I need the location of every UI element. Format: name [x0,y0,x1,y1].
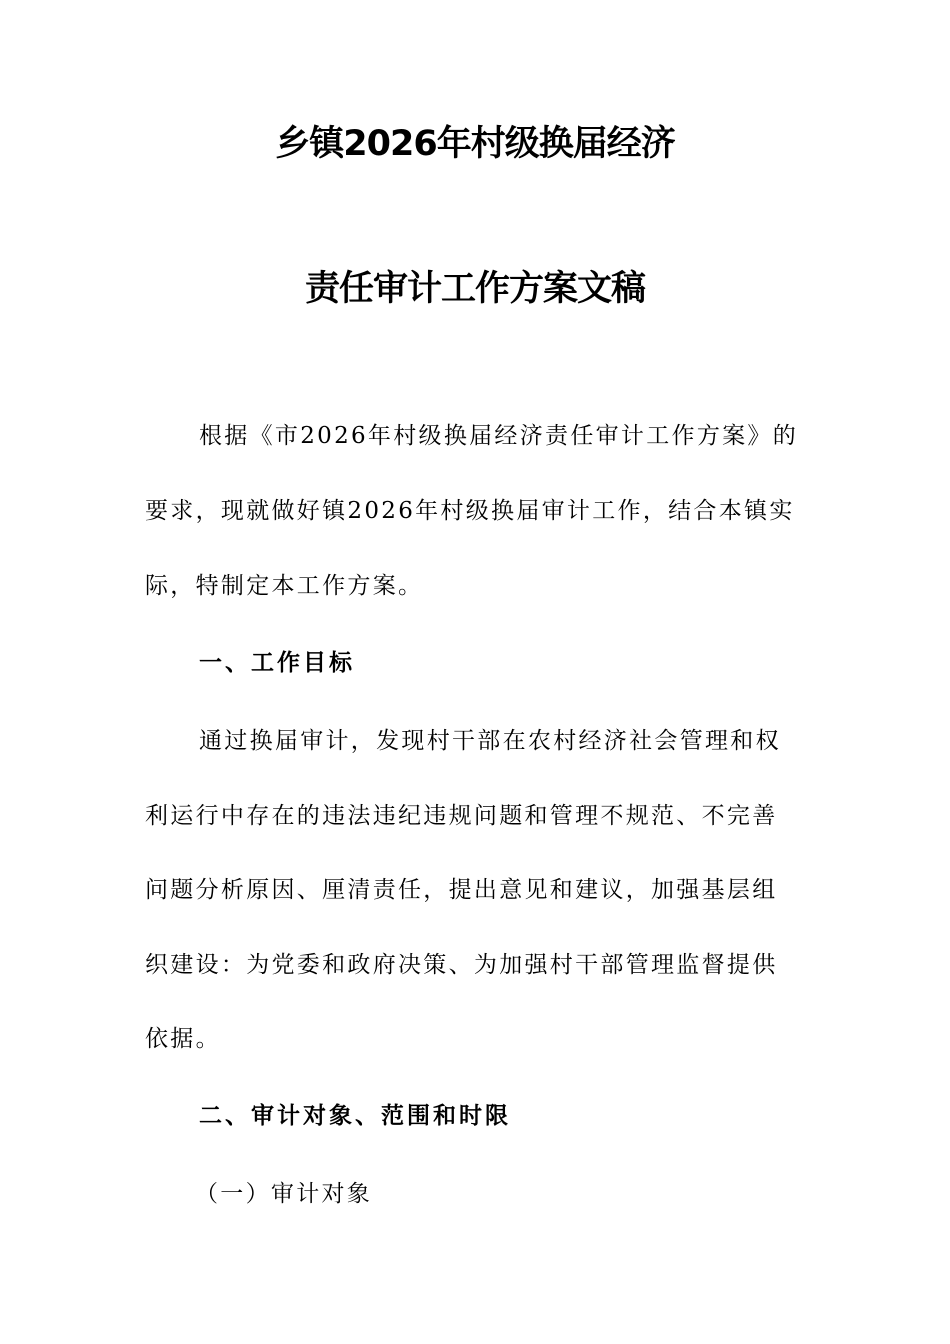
paragraph-2-line-3: 问题分析原因、厘清责任，提出意见和建议，加强基层组 [145,877,778,903]
paragraph-2-line-4: 织建设：为党委和政府决策、为加强村干部管理监督提供 [145,952,778,978]
paragraph-1-line-2: 要求，现就做好镇2026年村级换届审计工作，结合本镇实 [145,498,795,524]
section-2-heading: 二、审计对象、范围和时限 [199,1102,511,1129]
paragraph-2-line-2: 利运行中存在的违法违纪违规问题和管理不规范、不完善 [145,803,778,829]
section-1-heading: 一、工作目标 [199,649,355,676]
paragraph-1-line-3: 际，特制定本工作方案。 [145,573,424,599]
document-title-line-2: 责任审计工作方案文稿 [304,269,645,309]
paragraph-2-line-5: 依据。 [145,1026,221,1052]
paragraph-2-line-1: 通过换届审计，发现村干部在农村经济社会管理和权 [199,728,781,754]
subsection-1-heading: （一）审计对象 [195,1181,373,1207]
document-title-line-1: 乡镇2026年村级换届经济 [275,124,675,164]
paragraph-1-line-1: 根据《市2026年村级换届经济责任审计工作方案》的 [199,423,799,449]
